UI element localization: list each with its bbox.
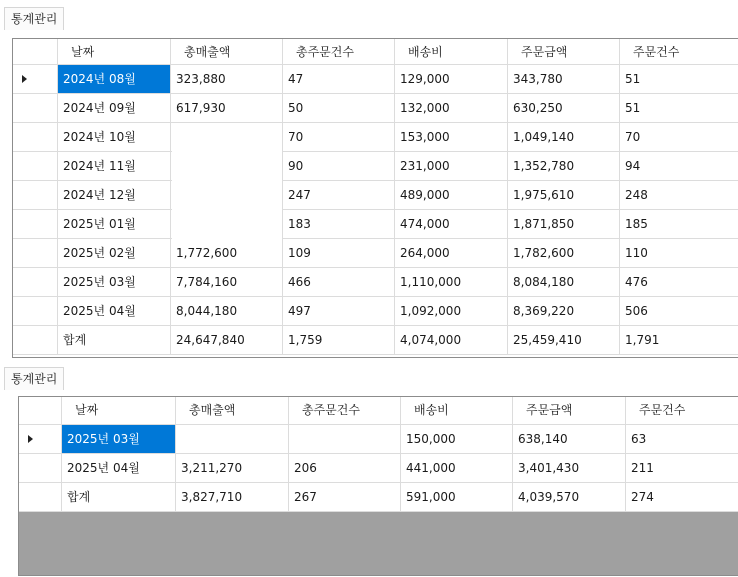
current-row-arrow-icon <box>28 435 33 443</box>
table-cell[interactable]: 1,791 <box>620 326 738 355</box>
table-cell[interactable]: 206 <box>289 454 401 483</box>
table-cell[interactable]: 110 <box>620 239 738 268</box>
table-cell[interactable]: 247 <box>283 181 395 210</box>
table-row[interactable] <box>19 483 738 512</box>
table-cell[interactable] <box>176 425 289 454</box>
table-cell[interactable]: 274 <box>626 483 738 512</box>
table-cell[interactable]: 343,780 <box>508 65 620 94</box>
table-cell[interactable]: 2024년 11월 <box>58 152 171 181</box>
table-cell[interactable]: 264,000 <box>395 239 508 268</box>
table-cell[interactable]: 90 <box>283 152 395 181</box>
table-row[interactable] <box>13 152 738 181</box>
row-header[interactable] <box>13 326 58 355</box>
table-cell[interactable]: 129,000 <box>395 65 508 94</box>
table-cell[interactable] <box>171 210 283 239</box>
row-header[interactable] <box>13 65 58 94</box>
row-header[interactable] <box>13 94 58 123</box>
table-cell[interactable]: 617,930 <box>171 94 283 123</box>
table-cell[interactable]: 1,110,000 <box>395 268 508 297</box>
table-cell[interactable]: 3,827,710 <box>176 483 289 512</box>
row-header[interactable] <box>13 210 58 239</box>
table-cell[interactable] <box>289 425 401 454</box>
table-cell[interactable]: 70 <box>620 123 738 152</box>
table-cell[interactable]: 70 <box>283 123 395 152</box>
panel1-tab[interactable] <box>4 7 64 30</box>
merged-cell-gap <box>172 179 282 183</box>
column-header[interactable]: 배송비 <box>395 39 508 65</box>
table-cell[interactable]: 50 <box>283 94 395 123</box>
column-header[interactable]: 총매출액 <box>171 39 283 65</box>
table-cell[interactable]: 합계 <box>58 326 171 355</box>
row-header[interactable] <box>19 454 62 483</box>
table-cell[interactable]: 63 <box>626 425 738 454</box>
table-cell[interactable]: 51 <box>620 65 738 94</box>
corner-header[interactable] <box>19 397 62 425</box>
table-cell[interactable]: 2024년 09월 <box>58 94 171 123</box>
table-cell[interactable]: 2024년 12월 <box>58 181 171 210</box>
table-row[interactable] <box>13 239 738 268</box>
row-header[interactable] <box>13 268 58 297</box>
table-cell[interactable] <box>171 123 283 152</box>
panel1-grid[interactable] <box>12 38 738 358</box>
table-cell[interactable]: 1,975,610 <box>508 181 620 210</box>
table-cell[interactable]: 8,044,180 <box>171 297 283 326</box>
table-cell[interactable]: 2024년 08월 <box>58 65 171 94</box>
table-cell[interactable]: 94 <box>620 152 738 181</box>
table-cell[interactable]: 248 <box>620 181 738 210</box>
table-cell[interactable]: 497 <box>283 297 395 326</box>
table-row[interactable] <box>13 181 738 210</box>
table-cell[interactable]: 476 <box>620 268 738 297</box>
column-header[interactable]: 주문금액 <box>508 39 620 65</box>
table-cell[interactable] <box>171 181 283 210</box>
merged-cell-gap <box>172 237 282 241</box>
table-cell[interactable]: 7,784,160 <box>171 268 283 297</box>
table-cell[interactable]: 153,000 <box>395 123 508 152</box>
column-header[interactable]: 주문건수 <box>620 39 738 65</box>
table-cell[interactable]: 1,782,600 <box>508 239 620 268</box>
table-cell[interactable]: 1,772,600 <box>171 239 283 268</box>
table-cell[interactable]: 506 <box>620 297 738 326</box>
panel1-header-row <box>13 39 738 65</box>
table-cell[interactable]: 1,092,000 <box>395 297 508 326</box>
merged-cell-gap <box>172 150 282 154</box>
table-cell[interactable]: 267 <box>289 483 401 512</box>
column-header[interactable]: 주문금액 <box>513 397 626 425</box>
row-header[interactable] <box>13 297 58 326</box>
table-cell[interactable]: 231,000 <box>395 152 508 181</box>
table-row[interactable] <box>13 297 738 326</box>
table-cell[interactable]: 466 <box>283 268 395 297</box>
table-cell[interactable]: 109 <box>283 239 395 268</box>
table-cell[interactable]: 323,880 <box>171 65 283 94</box>
row-header[interactable] <box>13 123 58 152</box>
table-cell[interactable]: 3,401,430 <box>513 454 626 483</box>
table-cell[interactable]: 2025년 01월 <box>58 210 171 239</box>
table-cell[interactable]: 132,000 <box>395 94 508 123</box>
table-row[interactable] <box>13 123 738 152</box>
table-cell[interactable]: 8,369,220 <box>508 297 620 326</box>
column-header[interactable]: 배송비 <box>401 397 513 425</box>
table-cell[interactable]: 25,459,410 <box>508 326 620 355</box>
table-cell[interactable]: 2025년 03월 <box>62 425 176 454</box>
panel2-grid[interactable] <box>18 396 738 576</box>
table-cell[interactable]: 489,000 <box>395 181 508 210</box>
table-row[interactable] <box>19 454 738 483</box>
table-cell[interactable]: 150,000 <box>401 425 513 454</box>
table-cell[interactable]: 24,647,840 <box>171 326 283 355</box>
row-header[interactable] <box>19 483 62 512</box>
table-row[interactable] <box>13 268 738 297</box>
column-header[interactable]: 날짜 <box>62 397 176 425</box>
merged-cell-gap <box>172 208 282 212</box>
current-row-arrow-icon <box>22 75 27 83</box>
row-header[interactable] <box>13 181 58 210</box>
table-cell[interactable] <box>171 152 283 181</box>
panel1-title: 통계관리 <box>11 12 58 26</box>
table-row[interactable] <box>19 425 738 454</box>
table-cell[interactable]: 3,211,270 <box>176 454 289 483</box>
table-cell[interactable]: 2025년 04월 <box>62 454 176 483</box>
corner-header[interactable] <box>13 39 58 65</box>
column-header[interactable]: 총주문건수 <box>283 39 395 65</box>
table-cell[interactable]: 1,049,140 <box>508 123 620 152</box>
table-cell[interactable]: 2025년 04월 <box>58 297 171 326</box>
table-cell[interactable]: 1,871,850 <box>508 210 620 239</box>
column-header[interactable]: 주문건수 <box>626 397 738 425</box>
table-cell[interactable]: 2025년 02월 <box>58 239 171 268</box>
row-header[interactable] <box>13 239 58 268</box>
column-header[interactable]: 총매출액 <box>176 397 289 425</box>
table-row[interactable] <box>13 94 738 123</box>
table-cell[interactable]: 합계 <box>62 483 176 512</box>
table-row[interactable] <box>13 326 738 355</box>
table-cell[interactable]: 2025년 03월 <box>58 268 171 297</box>
table-cell[interactable]: 630,250 <box>508 94 620 123</box>
table-cell[interactable]: 47 <box>283 65 395 94</box>
table-row[interactable] <box>13 210 738 239</box>
column-header[interactable]: 날짜 <box>58 39 171 65</box>
row-header[interactable] <box>19 425 62 454</box>
empty-grid-area <box>19 512 738 575</box>
table-cell[interactable]: 441,000 <box>401 454 513 483</box>
table-cell[interactable]: 8,084,180 <box>508 268 620 297</box>
table-cell[interactable]: 591,000 <box>401 483 513 512</box>
table-cell[interactable]: 1,352,780 <box>508 152 620 181</box>
table-cell[interactable]: 4,039,570 <box>513 483 626 512</box>
table-cell[interactable]: 4,074,000 <box>395 326 508 355</box>
panel2-header-row <box>19 397 738 425</box>
table-row[interactable] <box>13 65 738 94</box>
table-cell[interactable]: 1,759 <box>283 326 395 355</box>
table-cell[interactable]: 185 <box>620 210 738 239</box>
table-cell[interactable]: 474,000 <box>395 210 508 239</box>
column-header[interactable]: 총주문건수 <box>289 397 401 425</box>
table-cell[interactable]: 183 <box>283 210 395 239</box>
panel2-tab[interactable] <box>4 367 64 390</box>
table-cell[interactable]: 2024년 10월 <box>58 123 171 152</box>
row-header[interactable] <box>13 152 58 181</box>
panel2-title: 통계관리 <box>11 372 58 386</box>
table-cell[interactable]: 211 <box>626 454 738 483</box>
table-cell[interactable]: 638,140 <box>513 425 626 454</box>
table-cell[interactable]: 51 <box>620 94 738 123</box>
